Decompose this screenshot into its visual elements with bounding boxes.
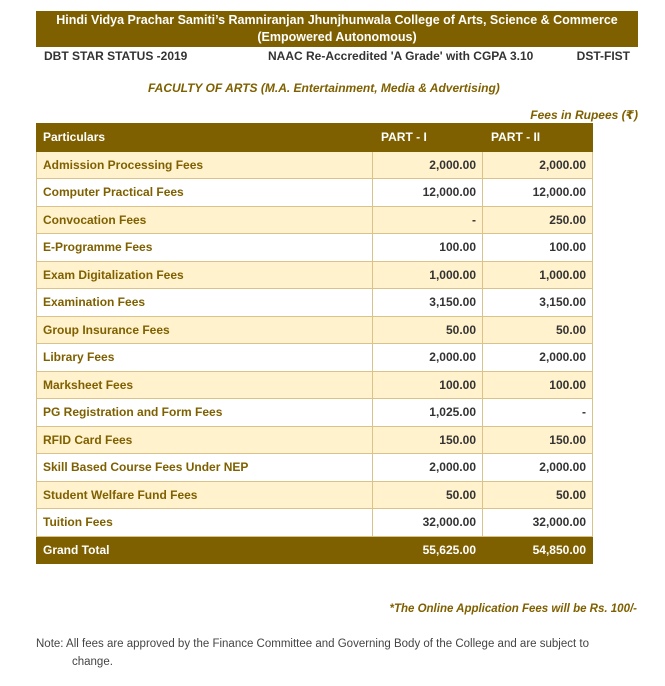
table-row: [37, 234, 593, 262]
column-header-part-2: PART - II: [483, 124, 593, 152]
fee-label: Computer Practical Fees: [37, 179, 373, 207]
fee-part-2: 50.00: [483, 316, 593, 344]
fee-part-1: 12,000.00: [373, 179, 483, 207]
fee-part-2: 250.00: [483, 206, 593, 234]
fee-part-1: 2,000.00: [373, 344, 483, 372]
faculty-title: FACULTY OF ARTS (M.A. Entertainment, Media & Advertising): [148, 81, 500, 95]
fee-part-2: 3,150.00: [483, 289, 593, 317]
fee-label: RFID Card Fees: [37, 426, 373, 454]
fee-part-1: 100.00: [373, 234, 483, 262]
college-name: Hindi Vidya Prachar Samiti’s Ramniranjan Jhunjhunwala College of Arts, Science & Commerce: [56, 13, 618, 27]
fee-label: Student Welfare Fund Fees: [37, 481, 373, 509]
table-row: [37, 316, 593, 344]
fee-label: Tuition Fees: [37, 509, 373, 537]
table-row: [37, 151, 593, 179]
table-row: [37, 454, 593, 482]
college-status: (Empowered Autonomous): [257, 30, 417, 44]
table-row: [37, 509, 593, 537]
fee-part-1: 2,000.00: [373, 151, 483, 179]
table-row: [37, 206, 593, 234]
fee-part-1: 50.00: [373, 316, 483, 344]
column-header-part-1: PART - I: [373, 124, 483, 152]
fee-part-2: 1,000.00: [483, 261, 593, 289]
fee-part-1: 32,000.00: [373, 509, 483, 537]
table-row: [37, 399, 593, 427]
approval-note-line-1: Note: All fees are approved by the Finance Committee and Governing Body of the College and are subject to: [36, 638, 589, 650]
table-header-row: [37, 124, 593, 152]
fee-part-2: 32,000.00: [483, 509, 593, 537]
fee-label: Exam Digitalization Fees: [37, 261, 373, 289]
table-row: [37, 289, 593, 317]
fee-part-1: 150.00: [373, 426, 483, 454]
fee-part-1: 1,025.00: [373, 399, 483, 427]
dst-status: DST-FIST: [576, 49, 630, 63]
fee-part-1: 100.00: [373, 371, 483, 399]
fee-label: E-Programme Fees: [37, 234, 373, 262]
fee-part-1: 50.00: [373, 481, 483, 509]
fees-table: [36, 123, 593, 564]
fee-label: Convocation Fees: [37, 206, 373, 234]
grand-total-row: [37, 536, 593, 564]
approval-note-line-2: change.: [72, 656, 113, 668]
fees-unit-label: Fees in Rupees (₹): [530, 108, 638, 122]
fee-part-2: 12,000.00: [483, 179, 593, 207]
fee-label: Group Insurance Fees: [37, 316, 373, 344]
dbt-status: DBT STAR STATUS -2019: [44, 49, 188, 63]
grand-total-part-1: 55,625.00: [373, 536, 483, 564]
approval-note: [36, 635, 636, 671]
fee-part-2: 100.00: [483, 371, 593, 399]
table-row: [37, 426, 593, 454]
fee-part-2: 2,000.00: [483, 454, 593, 482]
fee-label: Examination Fees: [37, 289, 373, 317]
online-application-fee-note: *The Online Application Fees will be Rs. 100/-: [389, 603, 637, 615]
fee-label: Skill Based Course Fees Under NEP: [37, 454, 373, 482]
fee-part-2: 2,000.00: [483, 344, 593, 372]
fee-label: Marksheet Fees: [37, 371, 373, 399]
fee-part-2: -: [483, 399, 593, 427]
fee-part-2: 150.00: [483, 426, 593, 454]
table-row: [37, 371, 593, 399]
table-row: [37, 481, 593, 509]
fee-label: Admission Processing Fees: [37, 151, 373, 179]
grand-total-label: Grand Total: [37, 536, 373, 564]
fee-label: Library Fees: [37, 344, 373, 372]
fee-part-2: 50.00: [483, 481, 593, 509]
table-row: [37, 179, 593, 207]
grand-total-part-2: 54,850.00: [483, 536, 593, 564]
table-row: [37, 344, 593, 372]
college-header: [36, 11, 638, 47]
fee-part-2: 2,000.00: [483, 151, 593, 179]
fee-part-1: 1,000.00: [373, 261, 483, 289]
fee-part-1: 3,150.00: [373, 289, 483, 317]
fee-part-1: -: [373, 206, 483, 234]
column-header-particulars: Particulars: [37, 124, 373, 152]
fee-label: PG Registration and Form Fees: [37, 399, 373, 427]
fee-part-2: 100.00: [483, 234, 593, 262]
accreditation-bar: [36, 49, 638, 65]
fee-part-1: 2,000.00: [373, 454, 483, 482]
table-row: [37, 261, 593, 289]
naac-status: NAAC Re-Accredited 'A Grade' with CGPA 3.10: [268, 49, 534, 63]
